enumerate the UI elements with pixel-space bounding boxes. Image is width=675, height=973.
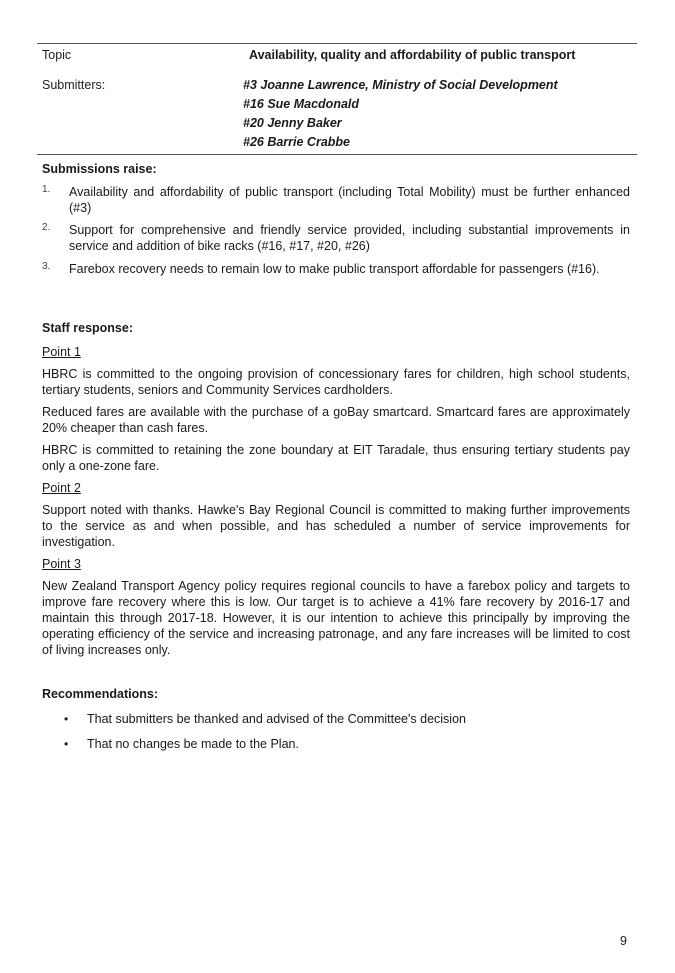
item-text: Availability and affordability of public transport (including Total Mobility) must be further enhanced (#3): [69, 185, 630, 215]
item-number: 2.: [42, 222, 51, 233]
bullet-icon: •: [64, 737, 69, 751]
point-3-label: Point 3: [42, 557, 81, 571]
item-text: Farebox recovery needs to remain low to make public transport affordable for passengers (#16).: [69, 262, 600, 276]
topic-label: Topic: [42, 48, 72, 62]
item-number: 3.: [42, 261, 51, 272]
point-2-label: Point 2: [42, 481, 81, 495]
paragraph: HBRC is committed to retaining the zone boundary at EIT Taradale, thus ensuring tertiary students pay only a one-zone fare.: [42, 443, 630, 473]
recommendation-item: That no changes be made to the Plan.: [87, 737, 299, 751]
header-top-rule: [37, 43, 637, 44]
submitters-label: Submitters:: [42, 78, 106, 92]
header-bottom-rule: [37, 154, 637, 155]
topic-title: Availability, quality and affordability of public transport: [249, 48, 576, 62]
submitter-item: #26 Barrie Crabbe: [243, 135, 351, 149]
item-text: Support for comprehensive and friendly service provided, including substantial improvements in service and addition of bike racks (#16, #17, #20, #26): [69, 223, 630, 253]
paragraph: HBRC is committed to the ongoing provision of concessionary fares for children, high school students, tertiary students, seniors and Community Services cardholders.: [42, 367, 630, 397]
submitter-item: #20 Jenny Baker: [243, 116, 342, 130]
recommendations-heading: Recommendations:: [42, 687, 158, 701]
item-number: 1.: [42, 184, 51, 195]
staff-response-heading: Staff response:: [42, 321, 133, 335]
submitter-item: #3 Joanne Lawrence, Ministry of Social Development: [243, 78, 558, 92]
paragraph: Reduced fares are available with the purchase of a goBay smartcard. Smartcard fares are approximately 20% cheaper than cash fares.: [42, 405, 630, 435]
bullet-icon: •: [64, 712, 69, 726]
point-1-label: Point 1: [42, 345, 81, 359]
recommendation-item: That submitters be thanked and advised of the Committee's decision: [87, 712, 466, 726]
paragraph: Support noted with thanks. Hawke's Bay Regional Council is committed to making further improvements to the service as and when possible, and has scheduled a number of service improvements for investigation.: [42, 503, 630, 549]
submitter-item: #16 Sue Macdonald: [243, 97, 360, 111]
submissions-heading: Submissions raise:: [42, 162, 157, 176]
page-number: 9: [620, 934, 627, 948]
paragraph: New Zealand Transport Agency policy requires regional councils to have a farebox policy and targets to improve fare recovery where this is low. Our target is to achieve a 41% fare recovery by 2016-17 and maintain this through 2017-18. However, it is our intention to achieve this principally by improving the operating efficiency of the service and increasing patronage, and any fare increases will be limited to cost of living increases only.: [42, 579, 630, 657]
